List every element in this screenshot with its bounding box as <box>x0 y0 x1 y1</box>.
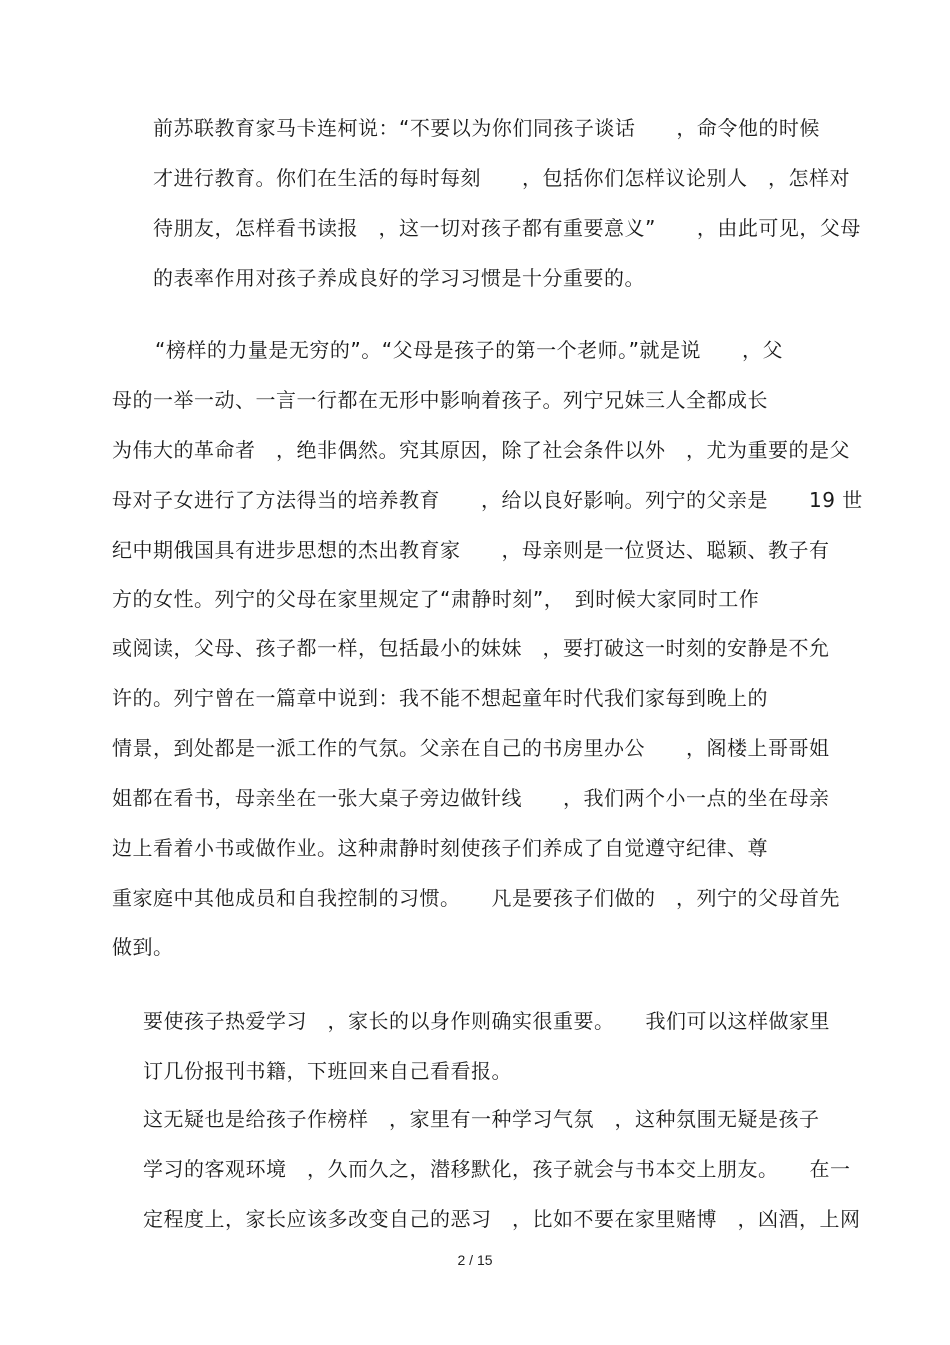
paragraph-1-line-3: 待朋友，怎样看书读报 ，这一切对孩子都有重要意义” ，由此可见，父母 <box>153 216 861 240</box>
paragraph-1-line-1: 前苏联教育家马卡连柯说：“不要以为你们同孩子谈话 ，命令他的时候 <box>153 116 820 140</box>
paragraph-2-line-6: 方的女性。列宁的父母在家里规定了“肃静时刻”， 到时候大家同时工作 <box>112 587 760 611</box>
paragraph-2-line-1: “榜样的力量是无穷的”。“父母是孩子的第一个老师。”就是说 ，父 <box>155 338 783 362</box>
paragraph-3-line-4: 学习的客观环境 ，久而久之，潜移默化，孩子就会与书本交上朋友。 在一 <box>143 1157 851 1181</box>
paragraph-2-line-11: 边上看着小书或做作业。这种肃静时刻使孩子们养成了自觉遵守纪律、尊 <box>112 836 768 860</box>
paragraph-3-line-5: 定程度上，家长应该多改变自己的恶习 ，比如不要在家里赌博 ，凶酒，上网 <box>143 1207 861 1231</box>
paragraph-2-line-13: 做到。 <box>112 935 174 959</box>
paragraph-1-line-4: 的表率作用对孩子养成良好的学习习惯是十分重要的。 <box>153 266 645 290</box>
paragraph-2-line-3: 为伟大的革命者 ，绝非偶然。究其原因，除了社会条件以外 ，尤为重要的是父 <box>112 438 850 462</box>
paragraph-2-line-2: 母的一举一动、一言一行都在无形中影响着孩子。列宁兄妹三人全都成长 <box>112 388 768 412</box>
paragraph-2-line-10: 姐都在看书，母亲坐在一张大桌子旁边做针线 ，我们两个小一点的坐在母亲 <box>112 786 830 810</box>
paragraph-2-line-12: 重家庭中其他成员和自我控制的习惯。 凡是要孩子们做的 ，列宁的父母首先 <box>112 886 840 910</box>
paragraph-2-line-4: 母对子女进行了方法得当的培养教育 ，给以良好影响。列宁的父亲是 19 世 <box>112 488 863 512</box>
paragraph-2-line-7: 或阅读，父母、孩子都一样，包括最小的妹妹 ，要打破这一时刻的安静是不允 <box>112 636 830 660</box>
paragraph-3-line-1: 要使孩子热爱学习 ，家长的以身作则确实很重要。 我们可以这样做家里 <box>143 1009 830 1033</box>
paragraph-3-line-3: 这无疑也是给孩子作榜样 ，家里有一种学习气氛 ，这种氛围无疑是孩子 <box>143 1107 820 1131</box>
page-number: 2 / 15 <box>457 1252 493 1268</box>
paragraph-2-line-8: 许的。列宁曾在一篇章中说到：我不能不想起童年时代我们家每到晚上的 <box>112 686 768 710</box>
paragraph-1-line-2: 才进行教育。你们在生活的每时每刻 ，包括你们怎样议论别人 ，怎样对 <box>153 166 850 190</box>
paragraph-2-line-9: 情景，到处都是一派工作的气氛。父亲在自己的书房里办公 ，阁楼上哥哥姐 <box>112 736 830 760</box>
paragraph-3-line-2: 订几份报刊书籍，下班回来自己看看报。 <box>143 1059 512 1083</box>
paragraph-2-line-5: 纪中期俄国具有进步思想的杰出教育家 ，母亲则是一位贤达、聪颖、教子有 <box>112 538 830 562</box>
